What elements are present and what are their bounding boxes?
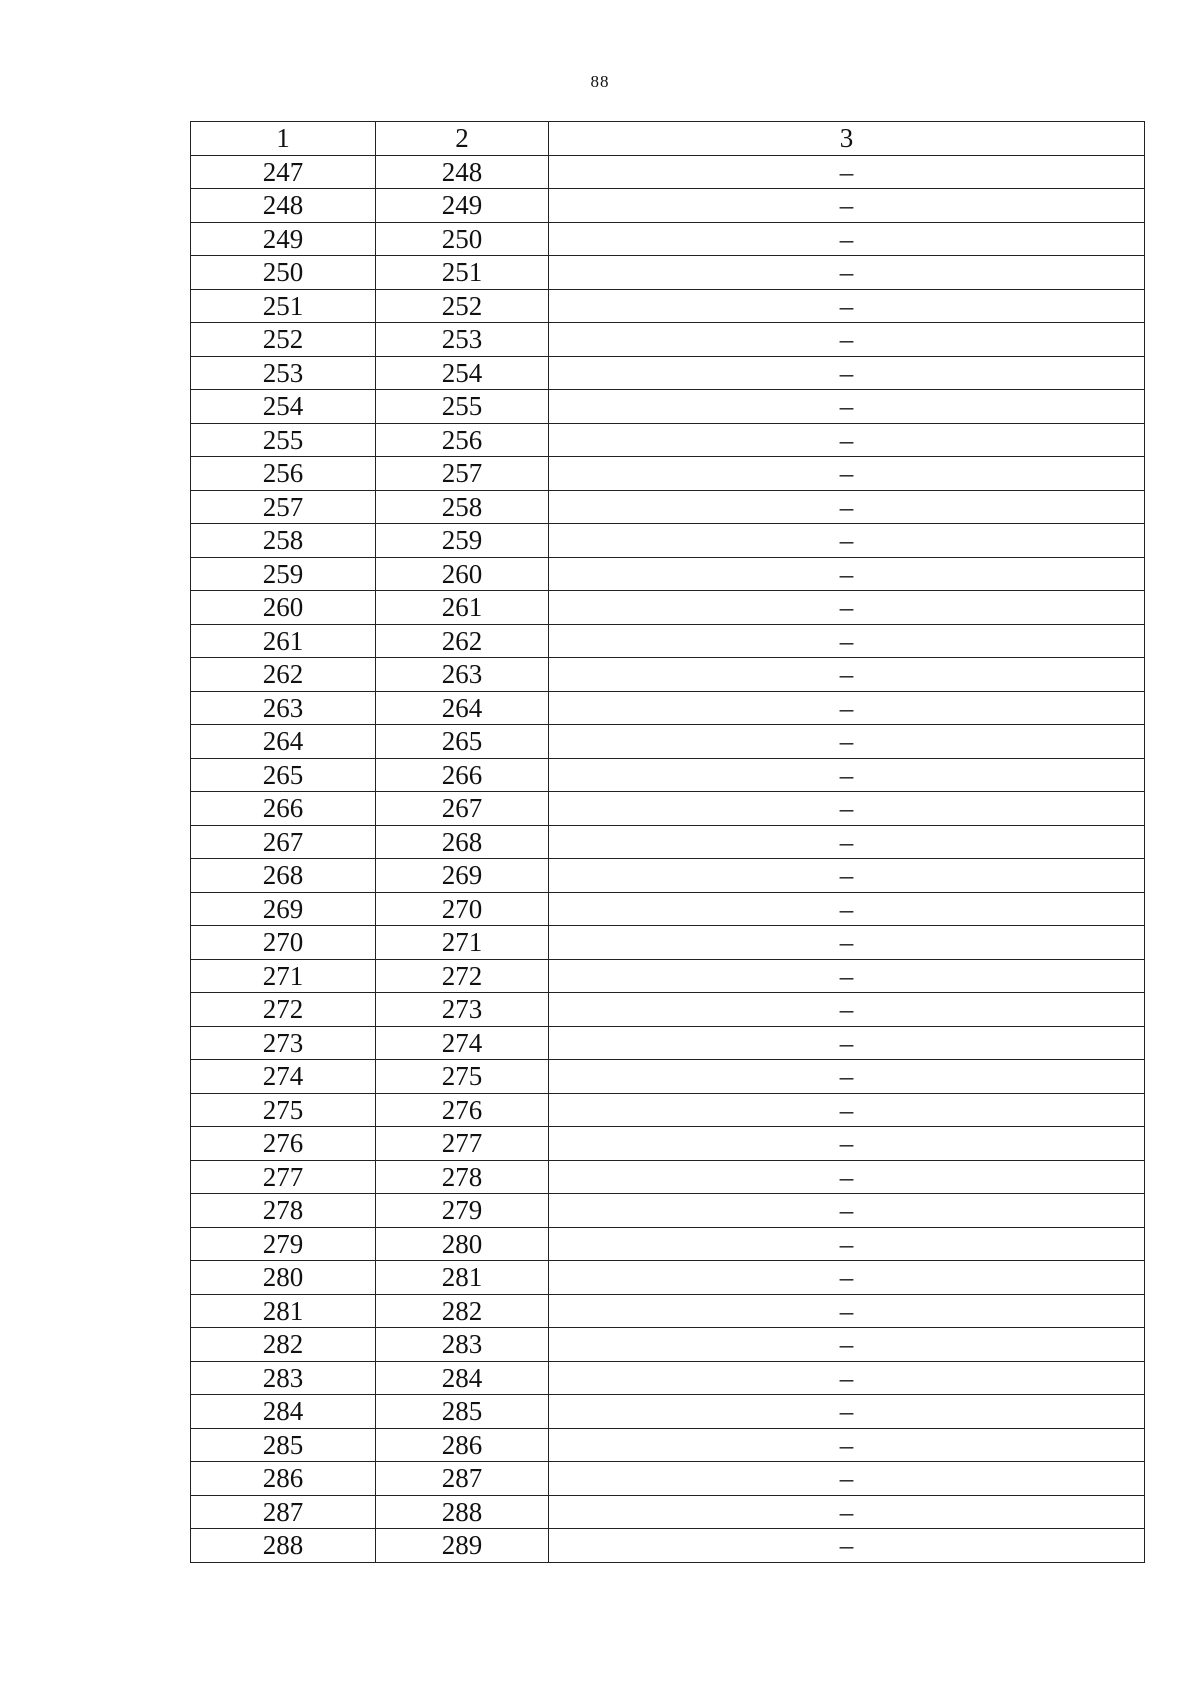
table-row [191,256,1145,290]
table-cell-col2: 264 [376,691,549,725]
table-cell-col1: 260 [191,591,376,625]
column-header-3: 3 [549,122,1145,156]
table-cell-col3: – [549,557,1145,591]
table-cell-col2: 272 [376,959,549,993]
table-cell-col3: – [549,289,1145,323]
table-cell-col3: – [549,1328,1145,1362]
table-row [191,591,1145,625]
table-row [191,624,1145,658]
table-row [191,222,1145,256]
table-row [191,1294,1145,1328]
table-row [191,1093,1145,1127]
table-cell-col1: 262 [191,658,376,692]
table-cell-col1: 255 [191,423,376,457]
table-cell-col1: 248 [191,189,376,223]
table-cell-col1: 268 [191,859,376,893]
table-cell-col3: – [549,189,1145,223]
table-cell-col3: – [549,591,1145,625]
table-cell-col2: 286 [376,1428,549,1462]
table-row [191,993,1145,1027]
table-cell-col1: 276 [191,1127,376,1161]
table-cell-col2: 254 [376,356,549,390]
table-row [191,1127,1145,1161]
table-cell-col2: 270 [376,892,549,926]
table-cell-col2: 274 [376,1026,549,1060]
table-cell-col1: 258 [191,524,376,558]
table-cell-col1: 286 [191,1462,376,1496]
table-cell-col3: – [549,390,1145,424]
table-cell-col3: – [549,959,1145,993]
table-cell-col3: – [549,1428,1145,1462]
table-cell-col3: – [549,993,1145,1027]
table-cell-col3: – [549,222,1145,256]
table-cell-col2: 277 [376,1127,549,1161]
table-cell-col1: 270 [191,926,376,960]
table-cell-col2: 281 [376,1261,549,1295]
table-cell-col2: 287 [376,1462,549,1496]
table-cell-col2: 271 [376,926,549,960]
table-cell-col3: – [549,457,1145,491]
table-cell-col1: 275 [191,1093,376,1127]
table-cell-col3: – [549,1160,1145,1194]
table-row [191,390,1145,424]
table-cell-col2: 273 [376,993,549,1027]
table-cell-col2: 278 [376,1160,549,1194]
table-cell-col2: 282 [376,1294,549,1328]
table-cell-col1: 259 [191,557,376,591]
table-cell-col1: 277 [191,1160,376,1194]
table-cell-col2: 288 [376,1495,549,1529]
table-cell-col1: 250 [191,256,376,290]
table-row [191,1026,1145,1060]
table-cell-col1: 266 [191,792,376,826]
table-cell-col3: – [549,256,1145,290]
table-cell-col3: – [549,323,1145,357]
table-row [191,289,1145,323]
table-cell-col1: 269 [191,892,376,926]
table-row [191,155,1145,189]
table-cell-col3: – [549,524,1145,558]
table-cell-col3: – [549,624,1145,658]
table-cell-col2: 269 [376,859,549,893]
table-cell-col1: 278 [191,1194,376,1228]
table-row [191,725,1145,759]
table-row [191,658,1145,692]
table-row [191,758,1145,792]
table-cell-col2: 252 [376,289,549,323]
table-cell-col2: 258 [376,490,549,524]
table-cell-col3: – [549,356,1145,390]
table-cell-col3: – [549,490,1145,524]
table-row [191,557,1145,591]
table-cell-col1: 253 [191,356,376,390]
table-row [191,1060,1145,1094]
table-cell-col3: – [549,1261,1145,1295]
table-cell-col3: – [549,1529,1145,1563]
table-body [191,155,1145,1562]
table-cell-col1: 261 [191,624,376,658]
table-cell-col1: 256 [191,457,376,491]
table-cell-col1: 283 [191,1361,376,1395]
table-cell-col3: – [549,423,1145,457]
table-cell-col2: 285 [376,1395,549,1429]
table-cell-col3: – [549,1294,1145,1328]
table-cell-col2: 283 [376,1328,549,1362]
table-cell-col3: – [549,1361,1145,1395]
table-cell-col1: 274 [191,1060,376,1094]
table-cell-col3: – [549,926,1145,960]
table-cell-col2: 248 [376,155,549,189]
table-cell-col3: – [549,1462,1145,1496]
table-cell-col1: 279 [191,1227,376,1261]
table-row [191,959,1145,993]
table-cell-col2: 262 [376,624,549,658]
table-cell-col2: 249 [376,189,549,223]
table-header-row [191,122,1145,156]
table-row [191,356,1145,390]
table-cell-col3: – [549,892,1145,926]
table-cell-col2: 289 [376,1529,549,1563]
table-cell-col1: 263 [191,691,376,725]
table-row [191,792,1145,826]
table-cell-col1: 272 [191,993,376,1027]
table-row [191,1395,1145,1429]
table-row [191,825,1145,859]
table-cell-col3: – [549,859,1145,893]
table-row [191,691,1145,725]
table-row [191,1529,1145,1563]
table-row [191,1361,1145,1395]
table-cell-col1: 252 [191,323,376,357]
table-cell-col2: 259 [376,524,549,558]
table-row [191,859,1145,893]
table-row [191,1261,1145,1295]
table-row [191,1495,1145,1529]
table-cell-col2: 250 [376,222,549,256]
table-row [191,524,1145,558]
table-cell-col2: 261 [376,591,549,625]
page-number: 88 [590,72,610,91]
table-row [191,1227,1145,1261]
table-cell-col3: – [549,792,1145,826]
table-cell-col1: 285 [191,1428,376,1462]
table-row [191,892,1145,926]
table-cell-col1: 251 [191,289,376,323]
table-cell-col1: 271 [191,959,376,993]
table-cell-col1: 257 [191,490,376,524]
table-row [191,1462,1145,1496]
table-cell-col3: – [549,1495,1145,1529]
table-cell-col2: 266 [376,758,549,792]
table-cell-col1: 264 [191,725,376,759]
table-cell-col2: 260 [376,557,549,591]
table-row [191,1428,1145,1462]
table-cell-col2: 268 [376,825,549,859]
column-header-2: 2 [376,122,549,156]
table-row [191,457,1145,491]
table-cell-col1: 281 [191,1294,376,1328]
table-cell-col3: – [549,658,1145,692]
table-cell-col1: 284 [191,1395,376,1429]
table-cell-col3: – [549,1060,1145,1094]
table-cell-col3: – [549,1093,1145,1127]
table-cell-col2: 263 [376,658,549,692]
table-row [191,1160,1145,1194]
table-cell-col3: – [549,1395,1145,1429]
table-cell-col1: 282 [191,1328,376,1362]
table-cell-col1: 247 [191,155,376,189]
table-cell-col3: – [549,825,1145,859]
table-cell-col1: 249 [191,222,376,256]
table-cell-col3: – [549,155,1145,189]
table-cell-col1: 254 [191,390,376,424]
table-cell-col2: 255 [376,390,549,424]
table-cell-col3: – [549,1194,1145,1228]
table-row [191,323,1145,357]
table-cell-col2: 276 [376,1093,549,1127]
table-cell-col3: – [549,758,1145,792]
table-cell-col3: – [549,691,1145,725]
table-cell-col1: 287 [191,1495,376,1529]
table-cell-col3: – [549,725,1145,759]
table-row [191,926,1145,960]
table-cell-col3: – [549,1026,1145,1060]
table-cell-col3: – [549,1127,1145,1161]
table-cell-col1: 280 [191,1261,376,1295]
table-row [191,423,1145,457]
table-cell-col2: 267 [376,792,549,826]
table-cell-col2: 256 [376,423,549,457]
column-header-1: 1 [191,122,376,156]
table-row [191,490,1145,524]
table-cell-col1: 267 [191,825,376,859]
data-table [190,121,1145,1563]
table-cell-col2: 275 [376,1060,549,1094]
table-cell-col2: 284 [376,1361,549,1395]
table-cell-col3: – [549,1227,1145,1261]
table-cell-col1: 265 [191,758,376,792]
table-row [191,1328,1145,1362]
table-row [191,189,1145,223]
table-cell-col2: 279 [376,1194,549,1228]
table-cell-col2: 251 [376,256,549,290]
table-cell-col1: 288 [191,1529,376,1563]
table-cell-col2: 265 [376,725,549,759]
table-cell-col2: 280 [376,1227,549,1261]
table-cell-col2: 257 [376,457,549,491]
table-cell-col2: 253 [376,323,549,357]
table-row [191,1194,1145,1228]
table-cell-col1: 273 [191,1026,376,1060]
